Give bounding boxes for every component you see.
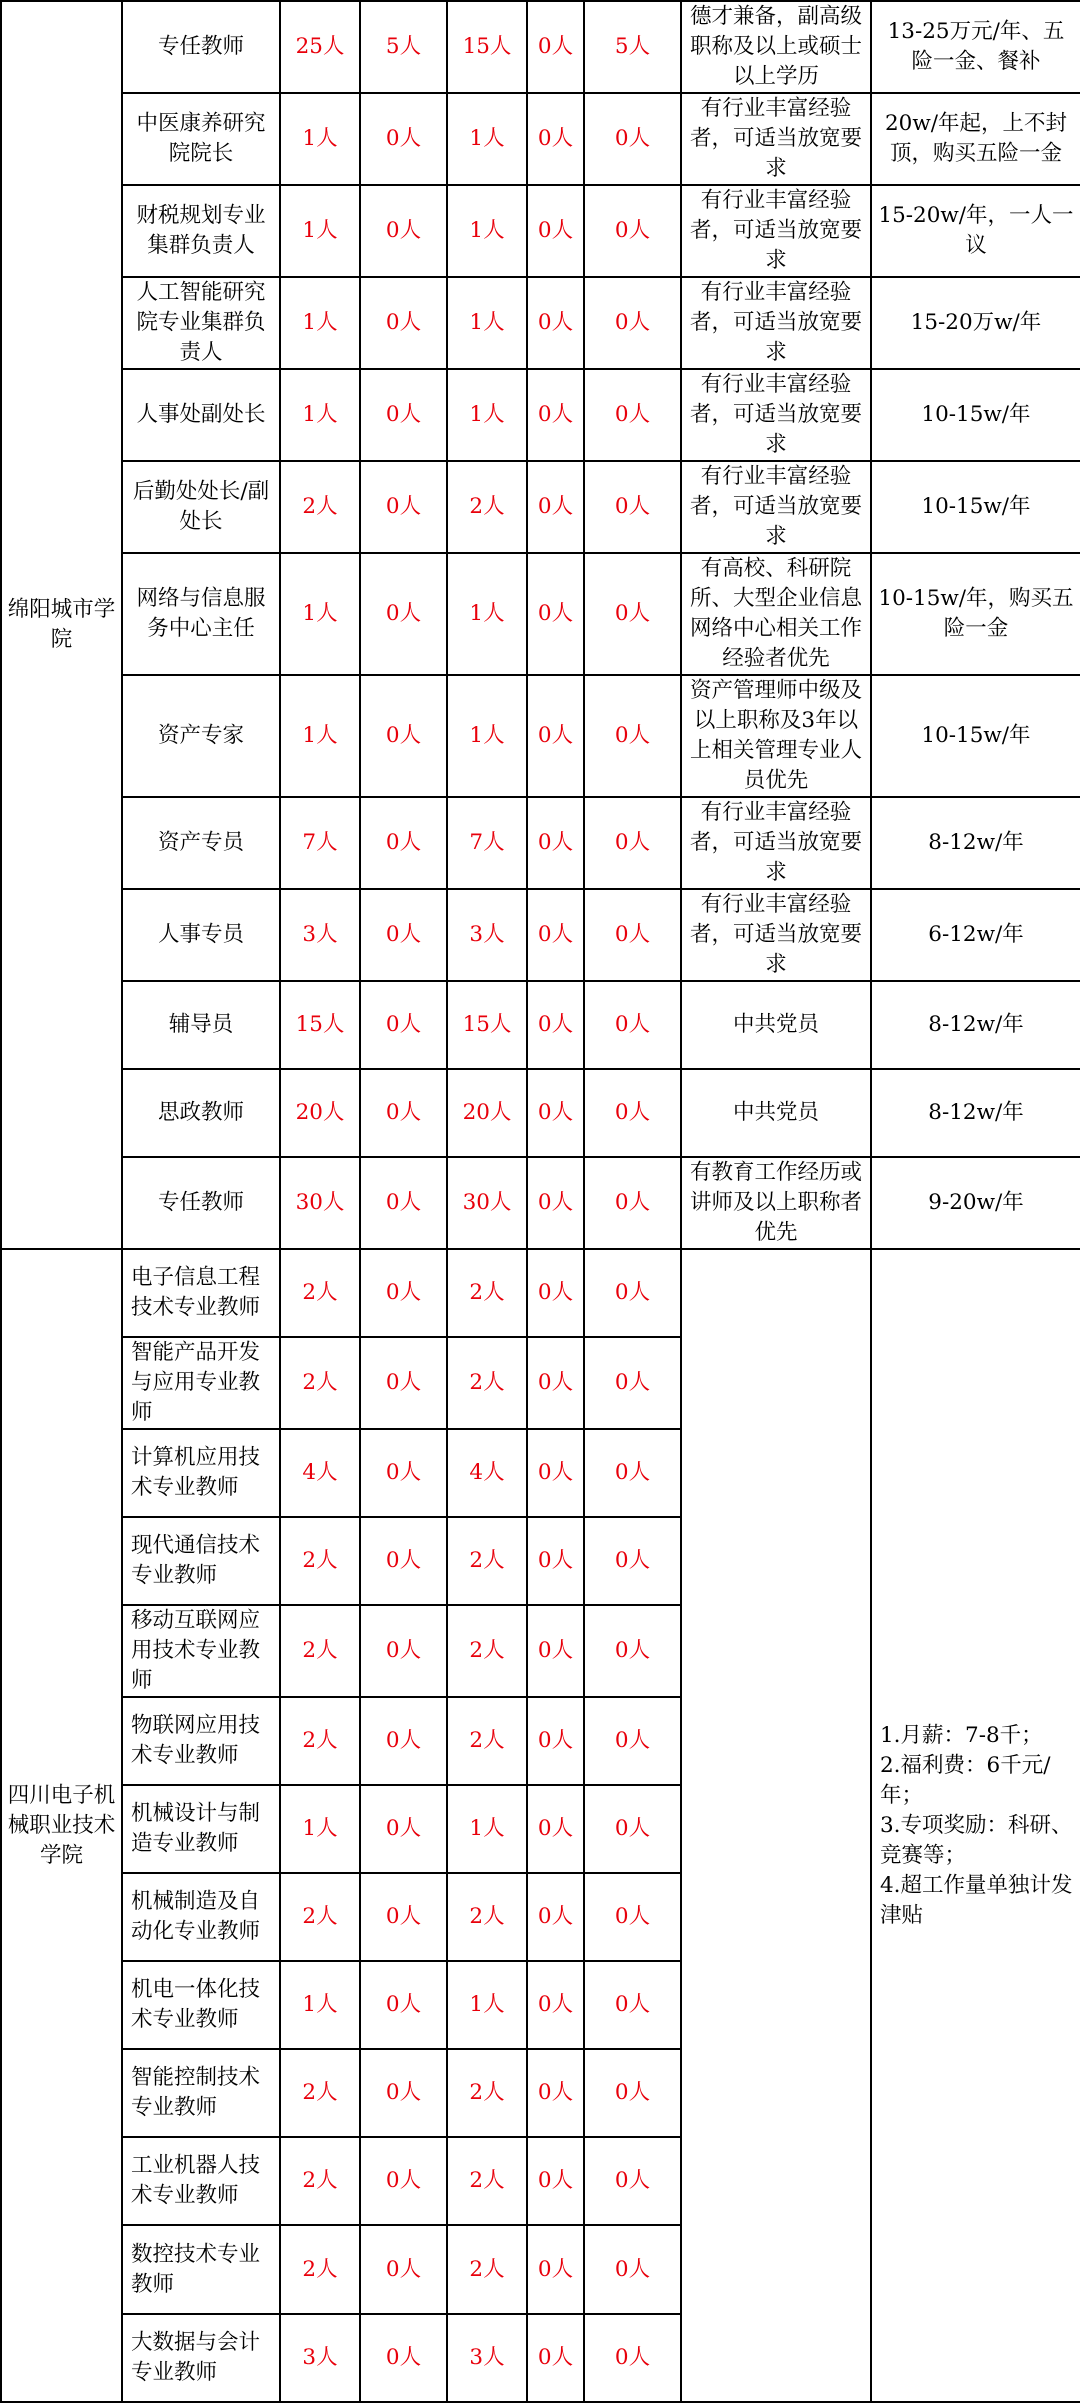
headcount-cell: 30人 xyxy=(280,1157,360,1249)
headcount-cell: 0人 xyxy=(584,889,681,981)
headcount-cell: 0人 xyxy=(360,553,447,675)
headcount-cell: 0人 xyxy=(360,1249,447,1337)
unit-name: 四川电子机械职业技术学院 xyxy=(1,1249,122,2402)
headcount-cell: 0人 xyxy=(527,889,584,981)
headcount-cell: 2人 xyxy=(447,1517,527,1605)
headcount-cell: 1人 xyxy=(447,277,527,369)
headcount-cell: 0人 xyxy=(360,369,447,461)
salary-cell: 10-15w/年 xyxy=(871,675,1080,797)
requirement-cell: 德才兼备，副高级职称及以上或硕士以上学历 xyxy=(681,1,871,93)
headcount-cell: 1人 xyxy=(280,369,360,461)
unit-name: 绵阳城市学院 xyxy=(1,1,122,1249)
requirement-cell: 资产管理师中级及以上职称及3年以上相关管理专业人员优先 xyxy=(681,675,871,797)
headcount-cell: 1人 xyxy=(280,1785,360,1873)
headcount-cell: 0人 xyxy=(584,2314,681,2402)
requirement-cell: 有行业丰富经验者，可适当放宽要求 xyxy=(681,889,871,981)
headcount-cell: 0人 xyxy=(527,1873,584,1961)
headcount-cell: 0人 xyxy=(527,1961,584,2049)
salary-cell: 15-20万w/年 xyxy=(871,277,1080,369)
position-name: 网络与信息服务中心主任 xyxy=(122,553,280,675)
requirement-cell: 有行业丰富经验者，可适当放宽要求 xyxy=(681,185,871,277)
headcount-cell: 0人 xyxy=(360,1961,447,2049)
requirement-cell: 有行业丰富经验者，可适当放宽要求 xyxy=(681,93,871,185)
position-name: 工业机器人技术专业教师 xyxy=(122,2137,280,2225)
headcount-cell: 2人 xyxy=(280,2049,360,2137)
salary-cell: 15-20w/年，一人一议 xyxy=(871,185,1080,277)
headcount-cell: 0人 xyxy=(527,2314,584,2402)
table-row xyxy=(1,93,1080,185)
headcount-cell: 0人 xyxy=(360,461,447,553)
requirement-cell: 有行业丰富经验者，可适当放宽要求 xyxy=(681,277,871,369)
position-name: 物联网应用技术专业教师 xyxy=(122,1697,280,1785)
headcount-cell: 0人 xyxy=(527,1429,584,1517)
table-row xyxy=(1,1157,1080,1249)
headcount-cell: 0人 xyxy=(527,1157,584,1249)
headcount-cell: 2人 xyxy=(280,2137,360,2225)
headcount-cell: 0人 xyxy=(527,1697,584,1785)
salary-line: 3.专项奖励：科研、竞赛等； xyxy=(880,1812,1073,1868)
headcount-cell: 0人 xyxy=(360,1605,447,1697)
headcount-cell: 0人 xyxy=(527,1,584,93)
headcount-cell: 0人 xyxy=(360,1337,447,1429)
salary-cell: 20w/年起，上不封顶，购买五险一金 xyxy=(871,93,1080,185)
headcount-cell: 4人 xyxy=(280,1429,360,1517)
headcount-cell: 0人 xyxy=(584,2049,681,2137)
salary-cell: 6-12w/年 xyxy=(871,889,1080,981)
position-name: 思政教师 xyxy=(122,1069,280,1157)
headcount-cell: 0人 xyxy=(360,2137,447,2225)
position-name: 人工智能研究院专业集群负责人 xyxy=(122,277,280,369)
headcount-cell: 0人 xyxy=(527,675,584,797)
position-name: 机电一体化技术专业教师 xyxy=(122,1961,280,2049)
headcount-cell: 0人 xyxy=(527,553,584,675)
headcount-cell: 0人 xyxy=(584,1961,681,2049)
salary-cell: 9-20w/年 xyxy=(871,1157,1080,1249)
table-row xyxy=(1,553,1080,675)
headcount-cell: 0人 xyxy=(360,93,447,185)
headcount-cell: 2人 xyxy=(447,1605,527,1697)
headcount-cell: 0人 xyxy=(360,2314,447,2402)
headcount-cell: 1人 xyxy=(447,1785,527,1873)
headcount-cell: 4人 xyxy=(447,1429,527,1517)
position-name: 后勤处处长/副处长 xyxy=(122,461,280,553)
headcount-cell: 0人 xyxy=(527,93,584,185)
table-row xyxy=(1,461,1080,553)
requirement-cell: 有教育工作经历或讲师及以上职称者优先 xyxy=(681,1157,871,1249)
headcount-cell: 2人 xyxy=(447,2225,527,2314)
headcount-cell: 0人 xyxy=(584,369,681,461)
headcount-cell: 2人 xyxy=(447,1697,527,1785)
headcount-cell: 0人 xyxy=(527,1517,584,1605)
headcount-cell: 0人 xyxy=(527,1069,584,1157)
headcount-cell: 0人 xyxy=(584,2137,681,2225)
headcount-cell: 20人 xyxy=(447,1069,527,1157)
headcount-cell: 0人 xyxy=(527,369,584,461)
headcount-cell: 3人 xyxy=(447,2314,527,2402)
headcount-cell: 0人 xyxy=(584,1785,681,1873)
headcount-cell: 2人 xyxy=(280,1517,360,1605)
table-row xyxy=(1,675,1080,797)
headcount-cell: 5人 xyxy=(360,1,447,93)
requirement-cell: 中共党员 xyxy=(681,981,871,1069)
salary-cell: 10-15w/年，购买五险一金 xyxy=(871,553,1080,675)
headcount-cell: 0人 xyxy=(584,1337,681,1429)
headcount-cell: 0人 xyxy=(584,277,681,369)
headcount-cell: 0人 xyxy=(527,2225,584,2314)
headcount-cell: 0人 xyxy=(527,1605,584,1697)
headcount-cell: 0人 xyxy=(360,1873,447,1961)
salary-line: 2.福利费：6千元/年； xyxy=(880,1752,1051,1808)
table-row xyxy=(1,1249,1080,1337)
headcount-cell: 0人 xyxy=(527,185,584,277)
headcount-cell: 0人 xyxy=(584,93,681,185)
headcount-cell: 2人 xyxy=(447,461,527,553)
headcount-cell: 0人 xyxy=(584,185,681,277)
position-name: 机械设计与制造专业教师 xyxy=(122,1785,280,1873)
headcount-cell: 1人 xyxy=(280,553,360,675)
position-name: 机械制造及自动化专业教师 xyxy=(122,1873,280,1961)
headcount-cell: 0人 xyxy=(360,797,447,889)
table-row xyxy=(1,797,1080,889)
table-row xyxy=(1,277,1080,369)
headcount-cell: 1人 xyxy=(280,1961,360,2049)
headcount-cell: 1人 xyxy=(447,369,527,461)
requirement-cell xyxy=(681,1249,871,2402)
headcount-cell: 0人 xyxy=(360,185,447,277)
table-row xyxy=(1,369,1080,461)
headcount-cell: 0人 xyxy=(527,1337,584,1429)
headcount-cell: 0人 xyxy=(527,2049,584,2137)
salary-cell: 10-15w/年 xyxy=(871,369,1080,461)
position-name: 专任教师 xyxy=(122,1,280,93)
headcount-cell: 7人 xyxy=(280,797,360,889)
headcount-cell: 2人 xyxy=(280,1697,360,1785)
headcount-cell: 0人 xyxy=(360,1697,447,1785)
position-name: 专任教师 xyxy=(122,1157,280,1249)
headcount-cell: 0人 xyxy=(360,1517,447,1605)
position-name: 资产专家 xyxy=(122,675,280,797)
headcount-cell: 0人 xyxy=(584,981,681,1069)
headcount-cell: 0人 xyxy=(584,461,681,553)
table-row xyxy=(1,1069,1080,1157)
headcount-cell: 0人 xyxy=(360,1069,447,1157)
position-name: 现代通信技术专业教师 xyxy=(122,1517,280,1605)
headcount-cell: 20人 xyxy=(280,1069,360,1157)
salary-cell: 8-12w/年 xyxy=(871,981,1080,1069)
salary-line: 1.月薪：7-8千； xyxy=(880,1722,1043,1748)
headcount-cell: 0人 xyxy=(527,2137,584,2225)
headcount-cell: 30人 xyxy=(447,1157,527,1249)
headcount-cell: 5人 xyxy=(584,1,681,93)
headcount-cell: 0人 xyxy=(360,1785,447,1873)
headcount-cell: 1人 xyxy=(447,93,527,185)
headcount-cell: 15人 xyxy=(280,981,360,1069)
headcount-cell: 15人 xyxy=(447,1,527,93)
headcount-cell: 7人 xyxy=(447,797,527,889)
headcount-cell: 2人 xyxy=(280,1337,360,1429)
headcount-cell: 2人 xyxy=(447,1249,527,1337)
headcount-cell: 0人 xyxy=(584,1605,681,1697)
table-row xyxy=(1,185,1080,277)
headcount-cell: 0人 xyxy=(584,1249,681,1337)
headcount-cell: 1人 xyxy=(447,1961,527,2049)
headcount-cell: 0人 xyxy=(527,1249,584,1337)
headcount-cell: 0人 xyxy=(584,1873,681,1961)
requirement-cell: 有行业丰富经验者，可适当放宽要求 xyxy=(681,461,871,553)
position-name: 数控技术专业教师 xyxy=(122,2225,280,2314)
headcount-cell: 15人 xyxy=(447,981,527,1069)
table-row xyxy=(1,1,1080,93)
headcount-cell: 2人 xyxy=(447,1873,527,1961)
headcount-cell: 2人 xyxy=(280,461,360,553)
position-name: 智能控制技术专业教师 xyxy=(122,2049,280,2137)
headcount-cell: 0人 xyxy=(360,1429,447,1517)
headcount-cell: 0人 xyxy=(584,797,681,889)
headcount-cell: 0人 xyxy=(527,981,584,1069)
headcount-cell: 0人 xyxy=(584,1429,681,1517)
table-row xyxy=(1,889,1080,981)
headcount-cell: 0人 xyxy=(584,1069,681,1157)
headcount-cell: 1人 xyxy=(280,277,360,369)
headcount-cell: 0人 xyxy=(360,1157,447,1249)
headcount-cell: 0人 xyxy=(360,2225,447,2314)
headcount-cell: 3人 xyxy=(447,889,527,981)
headcount-cell: 1人 xyxy=(447,185,527,277)
position-name: 人事处副处长 xyxy=(122,369,280,461)
requirement-cell: 中共党员 xyxy=(681,1069,871,1157)
headcount-cell: 0人 xyxy=(527,277,584,369)
headcount-cell: 1人 xyxy=(280,185,360,277)
salary-line: 4.超工作量单独计发津贴 xyxy=(880,1872,1073,1928)
requirement-cell: 有高校、科研院所、大型企业信息网络中心相关工作经验者优先 xyxy=(681,553,871,675)
position-name: 智能产品开发与应用专业教师 xyxy=(122,1337,280,1429)
salary-cell: 8-12w/年 xyxy=(871,1069,1080,1157)
headcount-cell: 2人 xyxy=(280,1249,360,1337)
salary-cell: 8-12w/年 xyxy=(871,797,1080,889)
headcount-cell: 2人 xyxy=(280,2225,360,2314)
position-name: 辅导员 xyxy=(122,981,280,1069)
headcount-cell: 0人 xyxy=(360,277,447,369)
table-row xyxy=(1,981,1080,1069)
headcount-cell: 0人 xyxy=(360,2049,447,2137)
headcount-cell: 2人 xyxy=(280,1873,360,1961)
headcount-cell: 0人 xyxy=(360,675,447,797)
headcount-cell: 1人 xyxy=(447,675,527,797)
position-name: 中医康养研究院院长 xyxy=(122,93,280,185)
headcount-cell: 1人 xyxy=(280,675,360,797)
headcount-cell: 0人 xyxy=(360,981,447,1069)
headcount-cell: 0人 xyxy=(584,553,681,675)
position-name: 人事专员 xyxy=(122,889,280,981)
headcount-cell: 0人 xyxy=(584,675,681,797)
position-name: 移动互联网应用技术专业教师 xyxy=(122,1605,280,1697)
headcount-cell: 3人 xyxy=(280,2314,360,2402)
headcount-cell: 0人 xyxy=(584,1697,681,1785)
headcount-cell: 0人 xyxy=(584,1157,681,1249)
requirement-cell: 有行业丰富经验者，可适当放宽要求 xyxy=(681,797,871,889)
position-name: 财税规划专业集群负责人 xyxy=(122,185,280,277)
salary-cell xyxy=(871,1249,1080,2402)
headcount-cell: 0人 xyxy=(360,889,447,981)
headcount-cell: 0人 xyxy=(527,797,584,889)
headcount-cell: 2人 xyxy=(280,1605,360,1697)
salary-cell: 13-25万元/年、五险一金、餐补 xyxy=(871,1,1080,93)
headcount-cell: 0人 xyxy=(584,2225,681,2314)
salary-cell: 10-15w/年 xyxy=(871,461,1080,553)
position-name: 资产专员 xyxy=(122,797,280,889)
position-name: 电子信息工程技术专业教师 xyxy=(122,1249,280,1337)
headcount-cell: 25人 xyxy=(280,1,360,93)
position-name: 大数据与会计专业教师 xyxy=(122,2314,280,2402)
requirement-cell: 有行业丰富经验者，可适当放宽要求 xyxy=(681,369,871,461)
headcount-cell: 0人 xyxy=(584,1517,681,1605)
headcount-cell: 2人 xyxy=(447,1337,527,1429)
headcount-cell: 0人 xyxy=(527,461,584,553)
headcount-cell: 1人 xyxy=(280,93,360,185)
headcount-cell: 0人 xyxy=(527,1785,584,1873)
headcount-cell: 2人 xyxy=(447,2049,527,2137)
headcount-cell: 3人 xyxy=(280,889,360,981)
position-name: 计算机应用技术专业教师 xyxy=(122,1429,280,1517)
headcount-cell: 2人 xyxy=(447,2137,527,2225)
headcount-cell: 1人 xyxy=(447,553,527,675)
